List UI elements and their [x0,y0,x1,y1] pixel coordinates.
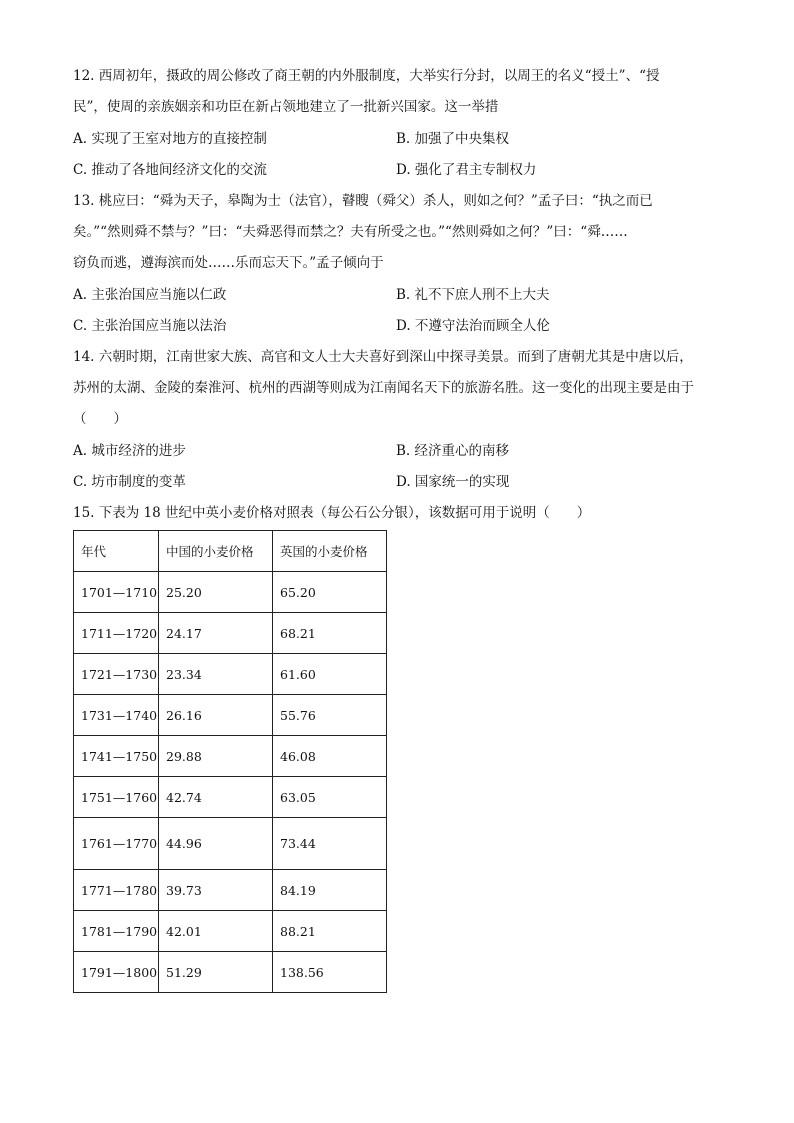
england-price-cell: 46.08 [273,736,387,777]
period-cell: 1771—1780 [74,870,159,911]
china-price-cell: 44.96 [159,818,273,870]
q12-stem-line1: 12. 西周初年，摄政的周公修改了商王朝的内外服制度，大举实行分封，以周王的名义“授土”、“授 [73,68,660,84]
q14-option-d[interactable]: D. 国家统一的实现 [396,474,510,490]
wheat-price-table [73,530,387,993]
q12-option-b[interactable]: B. 加强了中央集权 [396,131,510,147]
q14-stem-line1: 14. 六朝时期，江南世家大族、高官和文人士大夫喜好到深山中探寻美景。而到了唐朝尤其是中唐以后， [73,349,693,365]
q12-stem-line2: 民”，使周的亲族姻亲和功臣在新占领地建立了一批新兴国家。这一举措 [73,99,499,115]
q12-option-d[interactable]: D. 强化了君主专制权力 [396,162,537,178]
period-cell: 1791—1800 [74,952,159,993]
england-price-cell: 68.21 [273,613,387,654]
header-china-price: 中国的小麦价格 [159,531,273,572]
england-price-cell: 61.60 [273,654,387,695]
table-row [74,572,387,613]
china-price-cell: 26.16 [159,695,273,736]
header-period: 年代 [74,531,159,572]
period-cell: 1701—1710 [74,572,159,613]
england-price-cell: 138.56 [273,952,387,993]
q12-option-a[interactable]: A. 实现了王室对地方的直接控制 [73,131,267,147]
china-price-cell: 42.74 [159,777,273,818]
q13-option-b[interactable]: B. 礼不下庶人刑不上大夫 [396,287,550,303]
china-price-cell: 29.88 [159,736,273,777]
period-cell: 1751—1760 [74,777,159,818]
england-price-cell: 65.20 [273,572,387,613]
q14-stem-line3: （ ） [73,411,127,427]
table-row [74,870,387,911]
table-row [74,777,387,818]
header-england-price: 英国的小麦价格 [273,531,387,572]
q14-option-c[interactable]: C. 坊市制度的变革 [73,474,186,490]
table-row [74,911,387,952]
q12-option-c[interactable]: C. 推动了各地间经济文化的交流 [73,162,267,178]
q13-option-c[interactable]: C. 主张治国应当施以法治 [73,318,227,334]
q13-stem-line2: 矣。”“然则舜不禁与？”曰：“夫舜恶得而禁之？夫有所受之也。”“然则舜如之何？”曰：“舜…… [73,224,628,240]
q14-option-b[interactable]: B. 经济重心的南移 [396,443,510,459]
china-price-cell: 51.29 [159,952,273,993]
table-row [74,818,387,870]
period-cell: 1781—1790 [74,911,159,952]
period-cell: 1731—1740 [74,695,159,736]
period-cell: 1711—1720 [74,613,159,654]
q13-option-a[interactable]: A. 主张治国应当施以仁政 [73,287,227,303]
england-price-cell: 88.21 [273,911,387,952]
q14-option-a[interactable]: A. 城市经济的进步 [73,443,186,459]
period-cell: 1761—1770 [74,818,159,870]
table-row [74,952,387,993]
china-price-cell: 23.34 [159,654,273,695]
q14-stem-line2: 苏州的太湖、金陵的秦淮河、杭州的西湖等则成为江南闻名天下的旅游名胜。这一变化的出现主要是由于 [73,380,694,396]
china-price-cell: 39.73 [159,870,273,911]
table-row [74,695,387,736]
china-price-cell: 42.01 [159,911,273,952]
q13-option-d[interactable]: D. 不遵守法治而顾全人伦 [396,318,550,334]
period-cell: 1721—1730 [74,654,159,695]
q13-stem-line1: 13. 桃应曰：“舜为天子，皋陶为士（法官），瞽瞍（舜父）杀人，则如之何？”孟子曰：“执之而已 [73,193,653,209]
england-price-cell: 55.76 [273,695,387,736]
england-price-cell: 73.44 [273,818,387,870]
table-row [74,736,387,777]
q15-stem: 15. 下表为 18 世纪中英小麦价格对照表（每公石公分银），该数据可用于说明（ ） [73,505,591,521]
table-row [74,613,387,654]
table-header-row [74,531,387,572]
period-cell: 1741—1750 [74,736,159,777]
table-row [74,654,387,695]
china-price-cell: 24.17 [159,613,273,654]
china-price-cell: 25.20 [159,572,273,613]
england-price-cell: 84.19 [273,870,387,911]
england-price-cell: 63.05 [273,777,387,818]
q13-stem-line3: 窃负而逃，遵海滨而处……乐而忘天下。”孟子倾向于 [73,255,384,271]
